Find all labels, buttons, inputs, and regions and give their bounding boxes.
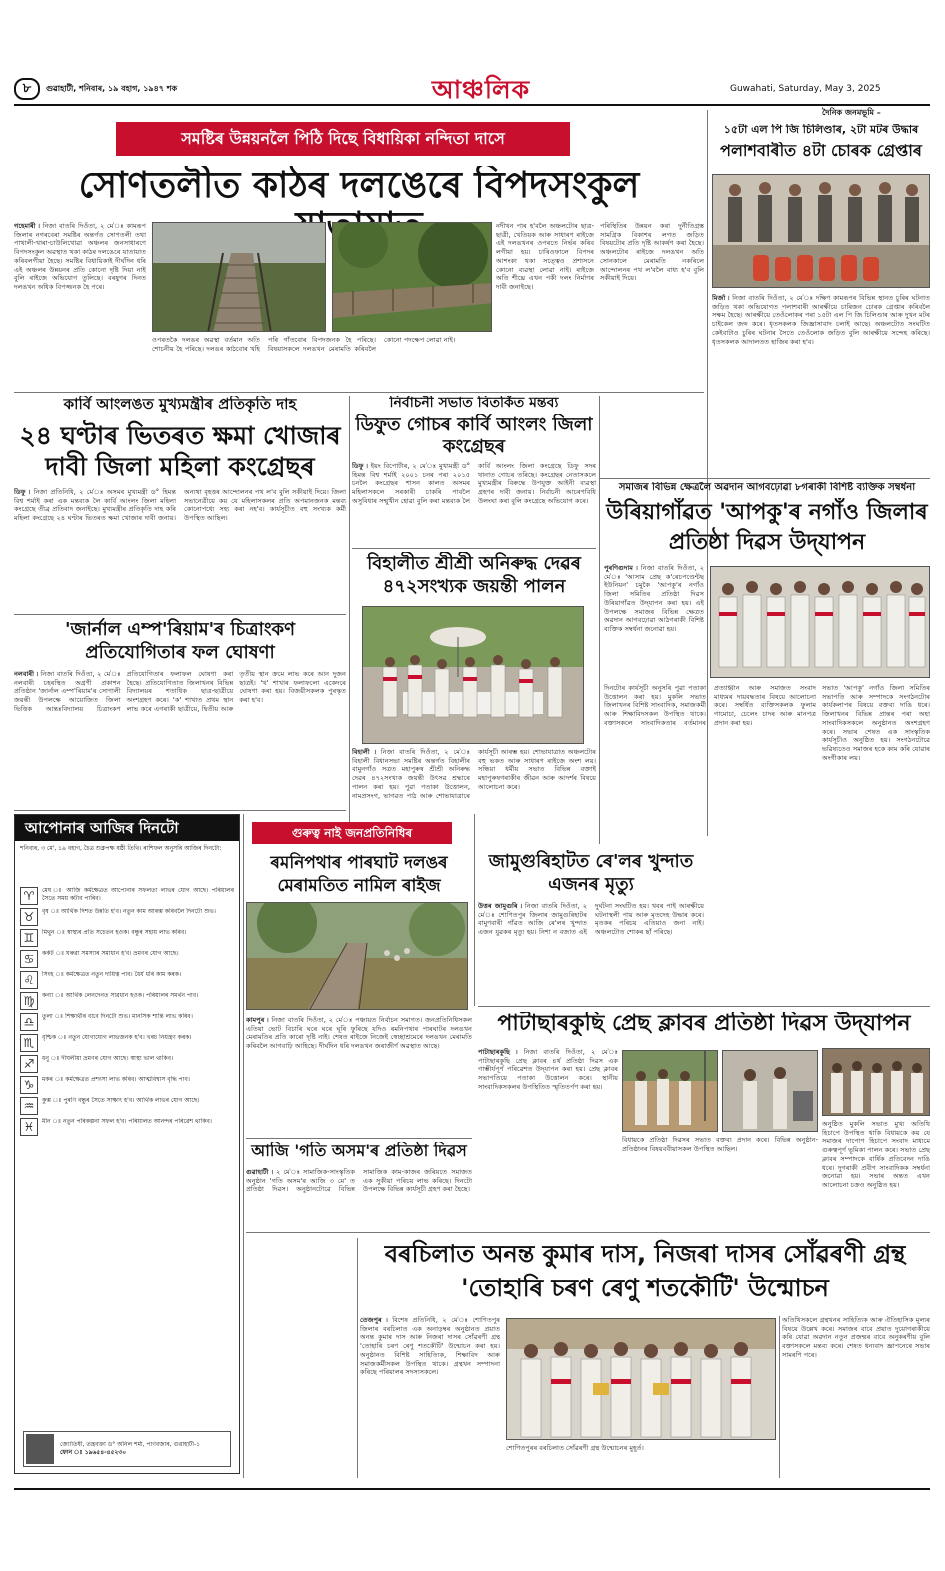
story2-headline: ২৪ ঘণ্টাৰ ভিতৰত ক্ষমা খোজাৰ দাবী জিলা মহিলা কংগ্ৰেছৰ: [19, 421, 341, 482]
scorpio-icon: ♏: [20, 1034, 38, 1052]
press-club-photo-1: [622, 1050, 718, 1132]
zodiac-row: [20, 950, 234, 968]
story10-headline: উৰিয়াগাঁৱত 'আপকু'ৰ নগাঁও জিলাৰ প্ৰতিষ্ঠা দিৱস উদ্‌যাপন: [606, 500, 928, 555]
astrologer-box: [23, 1431, 231, 1467]
aries-icon: ♈: [20, 887, 38, 905]
zodiac-text: বৃষ ঃ আৰ্থিক দিশত উন্নতি হ'ব। নতুন কাম আৰম্ভ কৰিবলৈ দিনটো শুভ।: [42, 908, 216, 915]
zodiac-text: সিংহ ঃ কৰ্মক্ষেত্ৰত নতুন দায়িত্ব পাব। ধৈৰ্য ধৰি কাম কৰক।: [42, 971, 182, 978]
section-title: আঞ্চলিক: [431, 75, 531, 104]
taurus-icon: ♉: [20, 908, 38, 926]
zodiac-row: [20, 908, 234, 926]
zodiac-row: [20, 992, 234, 1010]
zodiac-text: মকৰ ঃ কৰ্মক্ষেত্ৰত প্ৰশংসা লাভ কৰিব। আত্মবিশ্বাস বৃদ্ধি পাব।: [42, 1076, 190, 1083]
zodiac-text: মেষ ঃ আজি কৰ্মক্ষেত্ৰত আপোনাৰ সফলতা লাভৰ যোগ আছে। পৰিয়ালৰ সৈতে সময় কটাব পাৰিব।: [42, 887, 234, 902]
gemini-icon: ♊: [20, 929, 38, 947]
story4-headline: বিহালীত শ্ৰীশ্ৰী অনিৰুদ্ধ দেৱৰ ৪৭২সংখ্যক জয়ন্তী পালন: [367, 553, 581, 598]
zodiac-row: [20, 1013, 234, 1031]
capricorn-icon: ♑: [20, 1076, 38, 1094]
story1-kicker: সমষ্টিৰ উন্নয়নলৈ পিঠি দিছে বিধায়িকা নন্দিতা দাসে: [116, 122, 570, 156]
story4-body: বিহালী ৷ নিজা বাতৰি দিওঁতা, ২ মে'ঃ বিহালী বিধানসভা সমষ্টিৰ অন্তৰ্গত বিহালীৰ বামুনগাঁও সত্ৰত মহাপুৰুষ শ্ৰীশ্ৰী অনিৰুদ্ধ দেৱৰ ৪৭২সংখ্যক জয়ন্তী উৎসৱ শ্ৰদ্ধাৰে পালন কৰা হয়। পুৱা পতাকা উত্তোলন, নামপ্ৰসংগ, ভাগৱত পাঠ আৰু শোভাযাত্ৰাৰে কাৰ্যসূচী আৰম্ভ হয়। শোভাযাত্ৰাত অঞ্চলটোৰ বহু ভকত আৰু সাধাৰণ ৰাইজে অংশ লয়। সন্ধিয়া ধৰ্মীয় সভাত বিভিন্ন বক্তাই মহাপুৰুষগৰাকীৰ জীৱন আৰু আদৰ্শৰ বিষয়ে আলোচনা কৰে।: [352, 748, 596, 800]
story12-headline: বৰচিলাত অনন্ত কুমাৰ দাস, নিজৰা দাসৰ সোঁৱৰণী গ্ৰন্থ 'তোহাৰি চৰণ ৰেণু শতকৌটি' উন্মোচন: [384, 1240, 906, 1302]
zodiac-row: [20, 1034, 234, 1052]
story3-kicker: নিৰ্বাচনী সভাত বিতৰ্কিত মন্তব্য: [389, 396, 559, 411]
story10-kicker: সমাজৰ বিভিন্ন ক্ষেত্ৰলৈ অৱদান আগবঢ়োৱা ৮গৰাকী বিশিষ্ট ব্যক্তিক সম্বৰ্ধনা: [618, 482, 916, 493]
story11-body-left: পাটাছাৰকুছি ৷ নিজা বাতৰি দিওঁতা, ২ মে'ঃ পাটাছাৰকুছি প্ৰেছ ক্লাবৰ ৪ৰ্থ প্ৰতিষ্ঠা দিৱস এক গাম্ভীৰ্যপূৰ্ণ পৰিৱেশত উদ্‌যাপন কৰা হয়। প্ৰেছ ক্লাবৰ সভাপতিয়ে পতাকা উত্তোলন কৰে। স্থানীয় সাংবাদিকসকলৰ উপস্থিতিত স্মৃতিতৰ্পণ কৰা হয়।: [478, 1048, 618, 1091]
column-rule: [599, 396, 600, 844]
procession-photo: [362, 606, 584, 744]
story3-body: ডিফু ৷ ইয়ং বিপোৰ্টাৰ, ২ মে'ঃ মুখ্যমন্ত্ৰী ড° হিমন্ত বিশ্ব শৰ্মাই ২০০১ চনৰ পৰা ২০১৫ চনলৈ কংগ্ৰেছৰ শাসন কালত অসমৰ মহিলাসকলে সৰকাৰী চাকৰি পাবলৈ অসুবিধাৰ সন্মুখীন হোৱা বুলি কৰা মন্তব্যক লৈ কাৰ্বি আংলং জিলা কংগ্ৰেছে ডিফু সদৰ থানাত গোচৰ তৰিছে। কংগ্ৰেছৰ নেতাসকলে মুখ্যমন্ত্ৰীৰ বিৰুদ্ধে উপযুক্ত আইনী ব্যৱস্থা গ্ৰহণৰ দাবী জনায়। নিৰ্বাচনী আচৰণবিধি উলংঘা কৰা বুলি কংগ্ৰেছে অভিযোগ কৰে।: [352, 462, 596, 505]
rule: [478, 1006, 930, 1007]
zodiac-text: বৃশ্চিক ঃ নতুন যোগাযোগ লাভজনক হ'ব। খৰচ নিয়ন্ত্ৰণ কৰক।: [42, 1034, 192, 1041]
column-rule: [474, 814, 475, 1006]
newspaper-name: দৈনিক জনমভূমি –: [822, 108, 881, 117]
astrologer-phone: ফোন ঃ ১৯৬৫৪-৪৫২৩০: [60, 1449, 127, 1456]
zodiac-row: [20, 929, 234, 947]
story11-body-right: অনুষ্ঠিত মুকলি সভাত মুখ্য অতিথি হিচাপে উপস্থিত থাকি বিধায়কে কয় যে সমাজৰ দাপোণ হিচাপে সংবাদ মাধ্যমে গুৰুত্বপূৰ্ণ ভূমিকা পালন কৰে। সভাত প্ৰেছ ক্লাবৰ সম্পাদকে বাৰ্ষিক প্ৰতিবেদন দাঙি ধৰে। দুগৰাকী প্ৰবীণ সাংবাদিকক সম্বৰ্ধনা জনোৱা হয়। সভাৰ অন্তত এখন আলোচনা চক্ৰও অনুষ্ঠিত হয়।: [822, 1120, 930, 1189]
cancer-icon: ♋: [20, 950, 38, 968]
leo-icon: ♌: [20, 971, 38, 989]
zodiac-text: মিথুন ঃ স্বাস্থ্যৰ প্ৰতি সচেতন হওক। বন্ধুৰ সহায় লাভ কৰিব।: [42, 929, 187, 936]
story11-caption: বিধায়কে প্ৰতিষ্ঠা দিৱসৰ সভাত বক্তব্য প্ৰদান কৰে। বিভিন্ন অনুষ্ঠান-প্ৰতিষ্ঠানৰ বিষয়ববীয়াসকল উপস্থিত আছিল।: [622, 1136, 818, 1153]
horoscope-intro: শনিবাৰ, ৩ মে', ১৯ বহাগ, চৈত্ৰ শুক্লপক্ষ ষষ্ঠী তিথি। ৰাশিফল অনুসৰি আজিৰ দিনটো:: [20, 845, 222, 852]
story1-body-mid: নদীখন পাৰ হ'বলৈ অঞ্চলটোৰ ছাত্ৰ-ছাত্ৰী, খেতিয়ক আৰু সাধাৰণ ৰাইজে এই দলঙখনৰ ওপৰতে নিৰ্ভৰ কৰিব লগীয়া হয়। চাৰিওফালে বিপদৰ আশংকা থকা সত্ত্বেও প্ৰশাসনে কোনো ব্যৱস্থা লোৱা নাই। ৰাইজে অতি শীঘ্ৰে এখন পকী দলং নিৰ্মাণৰ দাবী জনাইছে।: [496, 222, 594, 291]
story7-headline: আজি 'গতি অসম'ৰ প্ৰতিষ্ঠা দিৱস: [251, 1142, 467, 1160]
felicitation-photo: [710, 566, 930, 678]
story10-body-right: সভাত 'আপকু' নগাঁও জিলা সমিতিৰ সভাপতি আৰু সম্পাদকে সংগঠনটোৰ কাৰ্যকলাপৰ বিষয়ে বক্তব্য দাঙি ধৰে। জিলাখনৰ বিভিন্ন প্ৰান্তৰ পৰা অহা সাংবাদিকসকলে অনুষ্ঠানত অংশগ্ৰহণ কৰে। সভাৰ শেষত এক সাংস্কৃতিক কাৰ্যসূচীও অনুষ্ঠিত হয়। সংগঠনটোৱে ভৱিষ্যতেও সমাজৰ হকে কাম কৰি যোৱাৰ অংগীকাৰ লয়।: [822, 684, 930, 762]
story8-headline: জামুগুৰিহাটত ৰে'লৰ খুন্দাত এজনৰ মৃত্যু: [488, 851, 694, 896]
book-release-photo: [506, 1318, 776, 1440]
column-rule: [357, 1238, 358, 1478]
zodiac-list: [15, 887, 239, 1136]
header-date-assamese: গুৱাহাটী, শনিবাৰ, ১৯ বহাগ, ১৯৪৭ শক: [46, 84, 178, 93]
aquarius-icon: ♒: [20, 1097, 38, 1115]
horoscope-title: আপোনাৰ আজিৰ দিনটো: [15, 815, 239, 841]
astrologer-name: জ্যোতিষী, তন্ত্ৰবক্তা ড° অনিল শৰ্মা, পাণবজাৰ, গুৱাহাটী-১: [60, 1441, 201, 1449]
story9-kicker: ১৫টা এল পি জি চিলিণ্ডাৰ, ২টা মটৰ উদ্ধাৰ: [723, 124, 919, 136]
bridge-photo-1: [152, 222, 326, 332]
zodiac-text: তুলা ঃ শিক্ষাৰ্থীৰ বাবে দিনটো শুভ। মানসিক শান্তি লাভ কৰিব।: [42, 1013, 193, 1020]
story1-body-right: পৰিস্থিতিৰ উন্নয়ন কৰা দুৰ্নীতিগ্ৰস্ত সামগ্ৰিক বিকাশৰ লগত জড়িত বিষয়টোৰ প্ৰতি দৃষ্টি আকৰ্ষণ কৰা হৈছে। অঞ্চলটোৰ ৰাইজে দলঙখন অতি সোনকালে মেৰামতি নকৰিলে আন্দোলনৰ পথ ল'বলৈ বাধ্য হ'ব বুলি সকীয়াই দিয়ে।: [600, 222, 704, 283]
story9-headline: পলাশবাৰীত ৪টা চোৰক গ্ৰেপ্তাৰ: [720, 142, 922, 160]
zodiac-row: [20, 1055, 234, 1073]
story12-caption: শোণিতপুৰৰ বৰচিলাত সোঁৱৰণী গ্ৰন্থ উন্মোচনৰ মুহূৰ্ত।: [506, 1444, 644, 1452]
story1-photo-caption: ওপৰতকৈ দলঙৰ অৱস্থা বৰ্তমান অতি শোচনীয় হৈ পৰিছে। দলঙৰ কাঠবোৰ খহি পৰি গাঁতবোৰ বিপদজনক হৈ পৰিছে। বিষয়াসকলে দলঙখন মেৰামতি কৰিবলৈ কোনো পদক্ষেপ লোৱা নাই।: [152, 336, 456, 353]
rule: [246, 1232, 930, 1233]
footer-rule: [14, 1488, 930, 1490]
story10-body-mid: দিনটোৰ কাৰ্যসূচী অনুসৰি পুৱা পতাকা উত্তোলন কৰা হয়। মুকলি সভাত জিলাখনৰ বিশিষ্ট সাংবাদিক, সমাজকৰ্মী আৰু শিক্ষাবিদসকল উপস্থিত থাকে। বক্তাসকলে সাংবাদিকতাৰ বৰ্তমানৰ প্ৰত্যাহ্বান আৰু সমাজত সংবাদ মাধ্যমৰ দায়বদ্ধতাৰ বিষয়ে আলোচনা কৰে। সম্বৰ্ধিত ব্যক্তিসকলক ফুলাম গামোচা, চেলেং চাদৰ আৰু মানপত্ৰ প্ৰদান কৰা হয়।: [604, 684, 816, 727]
zodiac-text: কৰ্কট ঃ ঘৰুৱা সমস্যাৰ সমাধান হ'ব। ভ্ৰমণৰ যোগ আছে।: [42, 950, 179, 957]
rule: [14, 614, 346, 615]
libra-icon: ♎: [20, 1013, 38, 1031]
story6-body: কামপুৰ ৷ নিজা বাতৰি দিওঁতা, ২ মে'ঃ পঞ্চায়ত নিৰ্বাচন সমাগত। জনপ্ৰতিনিধিসকল এতিয়া ভোট বিচাৰি ঘৰে ঘৰে ঘূৰি ফুৰিছে যদিও ৰমনিপথাৰ পাৰঘাটৰ দলঙখন মেৰামতিৰ প্ৰতি কাৰো দৃষ্টি নাই। শেষত ৰাইজে নিজেই স্বেচ্ছাশ্ৰমেৰে দলঙখন মেৰামতি কৰিবলৈ আগবাঢ়ি আহিছে। দীৰ্ঘদিন ধৰি দলঙখন জৰাজীৰ্ণ অৱস্থাত আছে।: [246, 1016, 472, 1051]
virgo-icon: ♍: [20, 992, 38, 1010]
story5-headline: 'জাৰ্নাল এম্প'ৰিয়াম'ৰ চিত্ৰাংকণ প্ৰতিযোগিতাৰ ফল ঘোষণা: [64, 619, 296, 664]
story1-headline: সোণতলীত কাঠৰ দলঙেৰে বিপদসংকুল: [78, 166, 640, 206]
rule: [14, 392, 704, 393]
rule: [600, 478, 930, 479]
zodiac-row: [20, 1118, 234, 1136]
zodiac-text: মীন ঃ নতুন পৰিকল্পনা সফল হ'ব। পৰিয়ালত আনন্দৰ পৰিৱেশ থাকিব।: [42, 1118, 212, 1125]
press-club-photo-3: [822, 1048, 930, 1116]
story6-kicker: গুৰুত্ব নাই জনপ্ৰতিনিধিৰ: [252, 822, 452, 844]
story9-body: মিৰ্জা ৷ নিজা বাতৰি দিওঁতা, ২ মে'ঃ দক্ষিণ কামৰূপৰ বিভিন্ন স্থানত চুৰিৰ ঘটনাত জড়িত থকা অভিযোগত পলাশবাৰী আৰক্ষীয়ে চাৰিজন চোৰক গ্ৰেপ্তাৰ কৰিবলৈ সক্ষম হৈছে। আৰক্ষীয়ে তেওঁলোকৰ পৰা ১৫টা এল পি জি চিলিণ্ডাৰ আৰু দুখন মটৰ চাইকেল জব্দ কৰে। ধৃতসকলক জিজ্ঞাসাবাদ চলাই আছে। অঞ্চলটোত সংঘটিত কেইবাটাও চুৰিৰ ঘটনাৰ সৈতে তেওঁলোক জড়িত বুলি আৰক্ষীয়ে সন্দেহ কৰিছে। ধৃতসকলক আদালতত হাজিৰ কৰা হ'ব।: [712, 294, 930, 346]
bridge-photo-2: [332, 222, 492, 332]
story8-body: উত্তৰ জামুগুৰি ৷ নিজা বাতৰি দিওঁতা, ২ মে'ঃ শোণিতপুৰ জিলাৰ জামুগুৰিহাটৰ বামুণবাৰী গাঁৱত আজি ৰে'লৰ খুন্দাত এজন যুৱকৰ মৃত্যু হয়। নিশা ন বজাত এই দুৰ্ঘটনা সংঘটিত হয়। খবৰ পাই আৰক্ষীয়ে ঘটনাস্থলী পায় আৰু মৃতদেহ উদ্ধাৰ কৰে। মৃতকৰ পৰিচয় এতিয়াও জনা নাই। অঞ্চলটোত শোকৰ ছাঁ পৰিছে।: [478, 902, 704, 937]
horoscope-box: [14, 814, 240, 1474]
story11-headline: পাটাছাৰকুছি প্ৰেছ ক্লাবৰ প্ৰতিষ্ঠা দিৱস উদ্‌যাপন: [497, 1012, 911, 1036]
column-rule: [779, 1316, 780, 1478]
pisces-icon: ♓: [20, 1118, 38, 1136]
story3-headline: ডিফুত গোচৰ কাৰ্বি আংলং জিলা কংগ্ৰেছৰ: [355, 414, 593, 457]
story6-headline: ৰমনিপথাৰ পাৰঘাট দলঙৰ মেৰামতিত নামিল ৰাইজ: [270, 853, 448, 896]
sagittarius-icon: ♐: [20, 1055, 38, 1073]
story5-body: নলবাৰী ৷ নিজা বাতৰি দিওঁতা, ২ মে'ঃ নলবাৰী চহৰস্থিত অগ্ৰণী প্ৰকাশন প্ৰতিষ্ঠান 'জাৰ্নাল এম্প'ৰিয়াম'ৰ সোণালী জয়ন্তী উপলক্ষে আয়োজিত জিলা ভিত্তিক আন্তঃবিদ্যালয় চিত্ৰাংকণ প্ৰতিযোগিতাৰ ফলাফল ঘোষণা কৰা হৈছে। প্ৰতিযোগিতাত জিলাখনৰ বিভিন্ন বিদ্যালয়ৰ শতাধিক ছাত্ৰ-ছাত্ৰীয়ে অংশগ্ৰহণ কৰে। 'ক' শাখাত প্ৰথম স্থান লাভ কৰে এগৰাকী ছাত্ৰীয়ে, দ্বিতীয় আৰু তৃতীয় স্থান ক্ৰমে লাভ কৰে আন দুজন ছাত্ৰই। 'খ' শাখাৰ ফলাফলো একেদৰে ঘোষণা কৰা হয়। বিজয়ীসকলক পুৰস্কৃত কৰা হ'ব।: [14, 670, 346, 713]
page-number: ৮: [14, 78, 40, 100]
story1-body-left: গহেমাৰী ৷ নিজা বাতৰি দিওঁতা, ২ মে'ঃ কামৰূপ জিলাৰ নগৰবেৰা সমষ্টিৰ অন্তৰ্গত সোণতলী তথা পাথালী-খাৰা-চাউলিখোৱা অঞ্চলৰ জনসাধাৰণে বিপদসংকুল অৱস্থাত থকা কাঠৰ দলঙেৰে যাতায়াত কৰিবলগীয়া হৈছে। সমষ্টিৰ বিধায়িকাই দীৰ্ঘদিন ধৰি এই অঞ্চলৰ উন্নয়নৰ প্ৰতি কোনো দৃষ্টি দিয়া নাই বুলি ৰাইজে অভিযোগ তুলিছে। বৰষুণৰ দিনত দলঙখন অধিক বিপজ্জনক হৈ পৰে।: [14, 222, 146, 291]
column-rule: [243, 814, 244, 1478]
river-bridge-photo: [246, 902, 468, 1010]
header-date-english: Guwahati, Saturday, May 3, 2025: [730, 84, 881, 94]
arrest-photo: [712, 174, 930, 288]
press-club-photo-2: [722, 1050, 818, 1132]
zodiac-text: কুম্ভ ঃ পুৰণি বন্ধুৰ সৈতে সাক্ষাৎ হ'ব। আৰ্থিক লাভৰ যোগ আছে।: [42, 1097, 200, 1104]
zodiac-row: [20, 1076, 234, 1094]
rule: [246, 1138, 472, 1139]
header-rule: [14, 104, 930, 106]
zodiac-text: কন্যা ঃ আৰ্থিক লেনদেনত সাৱধান হওক। পৰিয়ালৰ সমৰ্থন পাব।: [42, 992, 199, 999]
story7-body: গুৱাহাটী ৷ ২ মে'ঃ সামাজিক-সাংস্কৃতিক অনুষ্ঠান 'গতি অসম'ৰ আজি ৩ মে' ত প্ৰতিষ্ঠা দিৱস। অনুষ্ঠানটোৱে বিভিন্ন সামাজিক কাম-কাজৰ জৰিয়তে সমাজত এক সুকীয়া পৰিচয় লাভ কৰিছে। দিনটো উপলক্ষে বিভিন্ন কাৰ্যসূচী গ্ৰহণ কৰা হৈছে।: [246, 1168, 472, 1194]
story10-body-left: পুৰণিগুদাম ৷ নিজা বাতৰি দিওঁতা, ২ মে'ঃ 'আসাম প্ৰেছ ক'ৰেচপণ্ডেন্টছ ইউনিয়ন' চমুকৈ 'আপকু'ৰ নগাঁও জিলা সমিতিৰ প্ৰতিষ্ঠা দিৱস উৰিয়াগাঁৱত উদ্‌যাপন কৰা হয়। এই উপলক্ষে সমাজৰ বিভিন্ন ক্ষেত্ৰত অৱদান আগবঢ়োৱা আঠগৰাকী বিশিষ্ট ব্যক্তিক সম্বৰ্ধনা জনোৱা হয়।: [604, 564, 704, 633]
column-rule: [349, 396, 350, 844]
zodiac-row: [20, 971, 234, 989]
story12-body-right: অতিথিসকলে গ্ৰন্থখনৰ সাহিত্যিক আৰু ঐতিহাসিক মূল্যৰ বিষয়ে উল্লেখ কৰে। সমাজৰ বাবে প্ৰয়াত দুয়োগৰাকীয়ে কৰি যোৱা অৱদান নতুন প্ৰজন্মৰ বাবে অনুকৰণীয় বুলি বক্তাসকলে মন্তব্য কৰে। শেষত ধন্যবাদ জ্ঞাপনেৰে সভাৰ সামৰণি পৰে।: [782, 1316, 930, 1359]
story12-body-left: তেজপুৰ ৷ বিশেষ প্ৰতিনিধি, ২ মে'ঃ শোণিতপুৰ জিলাৰ বৰচিলাত এক অনাড়ম্বৰ অনুষ্ঠানত প্ৰয়াত অনন্ত কুমাৰ দাস আৰু নিজৰা দাসৰ সোঁৱৰণী গ্ৰন্থ 'তোহাৰি চৰণ ৰেণু শতকৌটি' উন্মোচন কৰা হয়। অনুষ্ঠানত বিশিষ্ট সাহিত্যিক, শিক্ষাবিদ আৰু সমাজকৰ্মীসকল উপস্থিত থাকে। গ্ৰন্থখন সম্পাদনা কৰিছে পৰিয়ালৰ সদস্যসকলে।: [360, 1316, 500, 1377]
story2-kicker: কাৰ্বি আংলঙত মুখ্যমন্ত্ৰীৰ প্ৰতিকৃতি দাহ: [63, 396, 297, 413]
zodiac-row: [20, 1097, 234, 1115]
story2-body: ডিফু ৷ নিজা প্ৰতিনিধি, ২ মে'ঃ অসমৰ মুখ্যমন্ত্ৰী ড° হিমন্ত বিশ্ব শৰ্মাই কৰা এক মন্তব্যক লৈ কাৰ্বি আংলং জিলা মহিলা কংগ্ৰেছে তীব্ৰ প্ৰতিবাদ জনাইছে। মুখ্যমন্ত্ৰীৰ প্ৰতিকৃতি দাহ কৰি মহিলা কংগ্ৰেছে ২৪ ঘণ্টাৰ ভিতৰত ক্ষমা খোজাৰ দাবী জনায়। অন্যথা বৃহত্তৰ আন্দোলনৰ পথ ল'ব বুলি সকীয়াই দিয়ে। জিলা সভানেত্ৰীয়ে কয় যে মহিলাসকলৰ প্ৰতি অপমানজনক মন্তব্য কোনোপধ্যে সহ্য কৰা নহ'ব। কাৰ্যসূচীত বহু সংখ্যক কৰ্মী উপস্থিত আছিল।: [14, 488, 346, 523]
zodiac-row: [20, 887, 234, 905]
rule: [14, 810, 346, 811]
rule: [352, 548, 596, 549]
zodiac-text: ধনু ঃ দীঘলীয়া ভ্ৰমণৰ যোগ আছে। স্বাস্থ্য ভাল থাকিব।: [42, 1055, 174, 1062]
astrologer-photo: [26, 1434, 54, 1464]
